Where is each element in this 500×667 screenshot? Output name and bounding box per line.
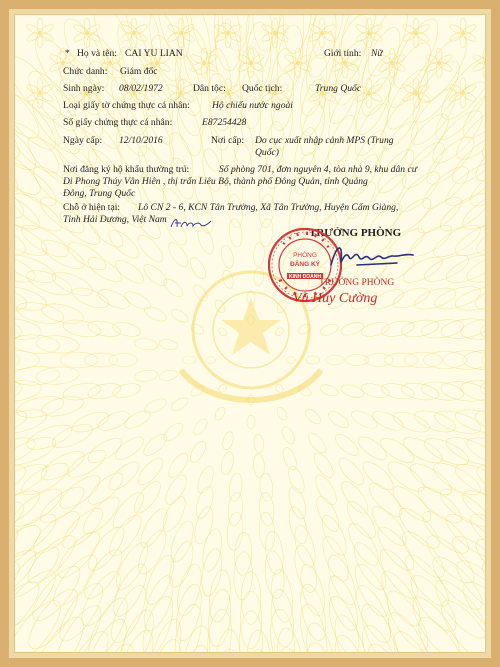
guilloche-ellipse [35, 481, 89, 529]
permanent-residence-label: Nơi đăng ký hộ khẩu thường trú: [63, 164, 190, 175]
guilloche-ellipse [49, 599, 109, 653]
guilloche-ellipse [435, 482, 486, 532]
guilloche-ellipse [134, 337, 159, 351]
guilloche-ellipse [273, 15, 307, 74]
dob-label: Sinh ngày: [63, 83, 105, 94]
guilloche-ellipse [169, 395, 190, 413]
guilloche-ellipse [306, 356, 320, 364]
guilloche-ellipse [15, 316, 42, 343]
guilloche-ellipse [85, 434, 126, 467]
guilloche-ellipse [51, 526, 105, 583]
flower-petal [190, 53, 207, 66]
flower-petal [73, 23, 90, 36]
guilloche-ellipse [280, 425, 297, 446]
guilloche-ellipse [28, 505, 85, 559]
nationality-value: Trung Quốc [315, 83, 362, 94]
guilloche-ellipse [133, 527, 171, 578]
guilloche-ellipse [455, 574, 486, 649]
guilloche-ellipse [187, 255, 208, 281]
guilloche-ellipse [429, 457, 485, 501]
guilloche-ellipse [79, 614, 134, 653]
guilloche-ellipse [479, 315, 486, 343]
guilloche-ellipse [167, 518, 198, 564]
guilloche-ellipse [87, 639, 142, 653]
guilloche-ellipse [464, 154, 486, 213]
gender-label: Giới tính: [324, 48, 362, 59]
guilloche-ellipse [140, 431, 170, 459]
flower-petal [402, 30, 419, 43]
guilloche-ellipse [165, 239, 191, 270]
issue-date-value: 12/10/2016 [119, 135, 163, 146]
guilloche-ellipse [370, 408, 406, 434]
guilloche-ellipse [137, 593, 179, 653]
guilloche-ellipse [312, 472, 341, 508]
guilloche-ellipse [158, 338, 178, 351]
flower-petal [449, 23, 466, 36]
guilloche-ellipse [15, 484, 45, 537]
guilloche-ellipse [247, 415, 255, 429]
guilloche-ellipse [96, 408, 132, 434]
flower-petal [284, 60, 301, 73]
guilloche-ellipse [318, 533, 354, 584]
guilloche-ellipse [207, 569, 234, 624]
signer-name: Vũ Huy Cường [293, 291, 378, 306]
guilloche-ellipse [349, 99, 395, 160]
guilloche-ellipse [312, 493, 343, 534]
guilloche-ellipse [70, 284, 111, 312]
guilloche-ellipse [219, 244, 235, 269]
guilloche-ellipse [319, 382, 340, 398]
guilloche-ellipse [472, 459, 486, 507]
guilloche-ellipse [15, 393, 66, 421]
guilloche-ellipse [413, 481, 467, 529]
guilloche-ellipse [35, 365, 79, 385]
flower-petal [26, 83, 43, 96]
guilloche-ellipse [285, 464, 307, 495]
issue-place-value-line2: Quốc) [255, 147, 279, 158]
guilloche-ellipse [339, 320, 365, 337]
guilloche-ellipse [15, 378, 42, 405]
guilloche-ellipse [87, 381, 123, 402]
guilloche-ellipse [158, 369, 178, 382]
guilloche-ellipse [349, 407, 380, 431]
guilloche-ellipse [332, 431, 362, 459]
guilloche-ellipse [345, 355, 369, 366]
guilloche-ellipse [377, 434, 418, 467]
guilloche-ellipse [375, 566, 428, 631]
signer-position-heading: TRƯỞNG PHÒNG [309, 227, 402, 239]
guilloche-ellipse [384, 353, 417, 367]
gender-value: Nữ [371, 48, 383, 59]
guilloche-ellipse [213, 406, 227, 422]
guilloche-ellipse [207, 357, 216, 364]
guilloche-ellipse [173, 562, 206, 618]
guilloche-ellipse [240, 591, 261, 649]
guilloche-ellipse [107, 560, 153, 621]
guilloche-ellipse [212, 648, 243, 653]
bullet-star: * [65, 48, 70, 59]
guilloche-ellipse [365, 354, 393, 367]
guilloche-ellipse [432, 282, 483, 313]
guilloche-ellipse [15, 187, 67, 237]
flower-petal [472, 60, 486, 73]
flower-petal [167, 30, 184, 43]
guilloche-ellipse [404, 569, 464, 638]
guilloche-ellipse [348, 538, 392, 594]
guilloche-ellipse [355, 600, 406, 653]
guilloche-ellipse [64, 238, 110, 275]
guilloche-ellipse [70, 408, 111, 436]
guilloche-ellipse [108, 488, 148, 532]
guilloche-ellipse [24, 420, 75, 454]
nationality-label: Quốc tịch: [242, 83, 283, 94]
guilloche-ellipse [355, 433, 390, 464]
guilloche-ellipse [169, 307, 190, 325]
guilloche-ellipse [253, 434, 264, 453]
permanent-residence-line3: Đông, Trung Quốc [63, 188, 136, 199]
guilloche-ellipse [296, 602, 332, 653]
guilloche-ellipse [349, 560, 395, 621]
guilloche-ellipse [269, 569, 296, 624]
guilloche-ellipse [15, 458, 51, 504]
guilloche-ellipse [62, 317, 102, 339]
guilloche-ellipse [219, 451, 235, 476]
guilloche-ellipse [380, 585, 436, 653]
guilloche-ellipse [119, 15, 169, 70]
guilloche-ellipse [49, 420, 95, 453]
guilloche-ellipse [472, 214, 486, 262]
guilloche-ellipse [479, 377, 486, 405]
guilloche-ellipse [432, 406, 483, 437]
guilloche-ellipse [310, 450, 336, 481]
guilloche-ellipse [182, 356, 196, 364]
guilloche-ellipse [62, 381, 102, 403]
guilloche-ellipse [134, 369, 159, 383]
guilloche-ellipse [359, 457, 398, 494]
guilloche-ellipse [400, 381, 440, 403]
id-number-value: E87254428 [202, 117, 247, 128]
signer-position-stamp: TRƯỞNG PHÒNG [319, 278, 395, 288]
id-type-value: Hộ chiếu nước ngoài [212, 100, 293, 111]
guilloche-ellipse [388, 481, 436, 527]
flower-petal [167, 23, 184, 36]
guilloche-ellipse [234, 532, 253, 576]
guilloche-ellipse [350, 581, 398, 647]
guilloche-ellipse [82, 522, 130, 576]
guilloche-ellipse [217, 326, 228, 337]
guilloche-ellipse [296, 102, 329, 158]
guilloche-ellipse [141, 552, 179, 608]
current-residence-line2: Tỉnh Hải Dương, Việt Nam [63, 214, 167, 225]
guilloche-ellipse [15, 95, 27, 166]
guilloche-ellipse [319, 322, 340, 338]
guilloche-ellipse [15, 553, 27, 624]
guilloche-ellipse [161, 276, 186, 300]
guilloche-ellipse [195, 464, 217, 495]
guilloche-ellipse [15, 459, 30, 507]
guilloche-ellipse [429, 219, 485, 263]
guilloche-ellipse [423, 352, 466, 369]
guilloche-ellipse [75, 566, 128, 631]
guilloche-ellipse [15, 71, 47, 146]
guilloche-ellipse [213, 298, 227, 314]
guilloche-ellipse [326, 409, 352, 431]
guilloche-ellipse [105, 581, 153, 647]
guilloche-ellipse [24, 266, 75, 300]
guilloche-ellipse [398, 549, 455, 612]
guilloche-ellipse [191, 417, 210, 438]
guilloche-ellipse [15, 350, 39, 370]
guilloche-ellipse [191, 505, 216, 546]
guilloche-ellipse [122, 288, 153, 312]
guilloche-ellipse [380, 381, 416, 402]
guilloche-ellipse [360, 639, 415, 653]
guilloche-ellipse [396, 526, 450, 583]
guilloche-ellipse [253, 267, 264, 286]
guilloche-ellipse [112, 433, 147, 464]
seal-center-line3: KINH DOANH [289, 274, 321, 280]
issue-place-label: Nơi cấp: [211, 135, 245, 146]
guilloche-ellipse [15, 405, 49, 438]
seal-center-line2: ĐĂNG KÝ [290, 261, 320, 268]
guilloche-ellipse [400, 317, 440, 339]
guilloche-ellipse [177, 643, 215, 653]
guilloche-ellipse [21, 582, 85, 653]
guilloche-ellipse [317, 512, 351, 558]
guilloche-ellipse [15, 518, 47, 579]
guilloche-ellipse [455, 71, 486, 146]
guilloche-ellipse [15, 184, 45, 237]
guilloche-ellipse [380, 318, 416, 339]
handwritten-signature [327, 239, 417, 275]
guilloche-ellipse [323, 593, 365, 653]
guilloche-ellipse [47, 549, 104, 612]
guilloche-ellipse [274, 326, 285, 337]
guilloche-ellipse [186, 15, 223, 55]
guilloche-ellipse [355, 621, 408, 653]
guilloche-ellipse [263, 530, 285, 575]
guilloche-ellipse [179, 624, 215, 653]
name-value: CAI YU LIAN [125, 48, 183, 59]
guilloche-ellipse [198, 547, 225, 598]
flower-petal [355, 23, 372, 36]
guilloche-ellipse [84, 353, 117, 367]
permanent-residence-line2: Di Phong Thúy Vân Hiên , thị trấn Liêu Bộ, thành phố Đông Quản, tỉnh Quảng [63, 176, 368, 187]
guilloche-ellipse [457, 484, 486, 537]
guilloche-ellipse [372, 522, 420, 576]
guilloche-ellipse [109, 354, 137, 367]
guilloche-ellipse [221, 431, 235, 452]
guilloche-ellipse [112, 256, 147, 287]
guilloche-ellipse [364, 478, 406, 521]
title-label: Chức danh: [63, 66, 108, 77]
guilloche-ellipse [145, 616, 187, 653]
guilloche-ellipse [303, 407, 323, 427]
title-value: Giám đốc [120, 66, 158, 77]
flower-petal [355, 30, 372, 43]
guilloche-ellipse [142, 396, 168, 416]
guilloche-ellipse [301, 620, 340, 653]
flower-petal [261, 23, 278, 36]
id-number-label: Số giấy chứng thực cá nhân: [63, 117, 173, 128]
guilloche-ellipse [391, 408, 432, 436]
flower-petal [449, 83, 466, 96]
guilloche-ellipse [404, 83, 464, 152]
guilloche-ellipse [85, 253, 126, 286]
guilloche-ellipse [417, 160, 474, 214]
guilloche-ellipse [35, 334, 79, 354]
guilloche-ellipse [15, 507, 62, 564]
id-type-label: Loại giấy tờ chứng thực cá nhân: [63, 100, 190, 111]
guilloche-ellipse [84, 468, 128, 509]
guilloche-ellipse [49, 268, 95, 301]
guilloche-ellipse [287, 357, 296, 364]
current-residence-line1: Lô CN 2 - 6, KCN Tân Trường, Xã Tân Trường, Huyện Cẩm Giàng, [138, 202, 399, 213]
guilloche-ellipse [426, 104, 486, 170]
guilloche-ellipse [87, 318, 123, 339]
guilloche-ellipse [404, 352, 442, 367]
guilloche-ellipse [433, 593, 486, 653]
permanent-residence-line1: Số phòng 701, đơn nguyên 4, tòa nhà 9, khu dân cư [219, 164, 417, 175]
guilloche-ellipse [15, 282, 49, 315]
guilloche-ellipse [291, 543, 321, 594]
guilloche-ellipse [323, 552, 361, 608]
guilloche-ellipse [482, 349, 486, 370]
flower-petal [308, 30, 325, 43]
guilloche-ellipse [275, 406, 289, 422]
certificate-page [14, 14, 486, 653]
flower-petal [237, 53, 254, 66]
guilloche-ellipse [104, 511, 147, 561]
guilloche-ellipse [326, 355, 345, 365]
seal-center-line1: PHÒNG [293, 252, 317, 259]
guilloche-ellipse [187, 439, 208, 465]
guilloche-ellipse [457, 184, 486, 237]
guilloche-ellipse [342, 497, 381, 542]
guilloche-ellipse [161, 420, 186, 444]
guilloche-ellipse [105, 457, 144, 494]
guilloche-ellipse [339, 382, 365, 399]
guilloche-ellipse [240, 611, 263, 653]
flower-petal [214, 30, 231, 43]
current-residence-label: Chỗ ở hiện tại: [63, 202, 121, 213]
guilloche-ellipse [464, 507, 486, 566]
guilloche-ellipse [413, 191, 467, 239]
guilloche-ellipse [233, 552, 253, 601]
flower-petal [26, 23, 43, 36]
guilloche-ellipse [15, 495, 30, 552]
guilloche-ellipse [78, 492, 125, 539]
guilloche-ellipse [55, 470, 104, 514]
guilloche-ellipse [60, 352, 98, 367]
ethnic-label: Dân tộc: [193, 83, 226, 94]
issue-place-value-line1: Do cục xuất nhập cảnh MPS (Trung [255, 135, 394, 146]
guilloche-ellipse [15, 349, 20, 370]
flower-petal [120, 30, 137, 43]
guilloche-ellipse [15, 574, 47, 649]
guilloche-ellipse [136, 505, 172, 551]
guilloche-ellipse [273, 646, 307, 653]
initials-signature [169, 215, 213, 231]
flower-petal [402, 90, 419, 103]
guilloche-ellipse [162, 472, 191, 508]
guilloche-ellipse [410, 611, 475, 653]
guilloche-ellipse [391, 284, 432, 312]
guilloche-ellipse [122, 407, 153, 431]
guilloche-ellipse [453, 282, 486, 315]
guilloche-ellipse [398, 108, 455, 171]
guilloche-ellipse [384, 457, 429, 497]
guilloche-ellipse [453, 405, 486, 438]
guilloche-ellipse [435, 187, 486, 237]
guilloche-ellipse [253, 242, 266, 266]
guilloche-ellipse [296, 562, 329, 618]
guilloche-ellipse [417, 505, 474, 559]
flower-petal [214, 23, 231, 36]
guilloche-ellipse [334, 15, 384, 70]
guilloche-ellipse [15, 299, 66, 327]
guilloche-ellipse [165, 450, 191, 481]
guilloche-ellipse [15, 141, 47, 202]
guilloche-ellipse [96, 286, 132, 312]
guilloche-ellipse [140, 261, 170, 289]
issue-date-label: Ngày cấp: [63, 135, 103, 146]
guilloche-ellipse [15, 156, 62, 213]
guilloche-ellipse [105, 226, 144, 263]
guilloche-ellipse [15, 168, 30, 225]
guilloche-ellipse [15, 216, 51, 262]
name-label: Họ và tên: [77, 48, 117, 59]
guilloche-ellipse [142, 304, 168, 324]
guilloche-ellipse [305, 430, 328, 455]
guilloche-ellipse [443, 351, 486, 369]
guilloche-ellipse [373, 544, 423, 604]
guilloche-ellipse [253, 454, 266, 478]
guilloche-ellipse [56, 626, 117, 653]
guilloche-ellipse [285, 505, 310, 546]
guilloche-ellipse [110, 538, 154, 594]
guilloche-ellipse [245, 649, 273, 653]
guilloche-ellipse [64, 445, 110, 482]
dob-value: 08/02/1972 [119, 83, 163, 94]
guilloche-ellipse [15, 482, 67, 532]
guilloche-ellipse [426, 550, 486, 616]
guilloche-ellipse [15, 214, 30, 262]
